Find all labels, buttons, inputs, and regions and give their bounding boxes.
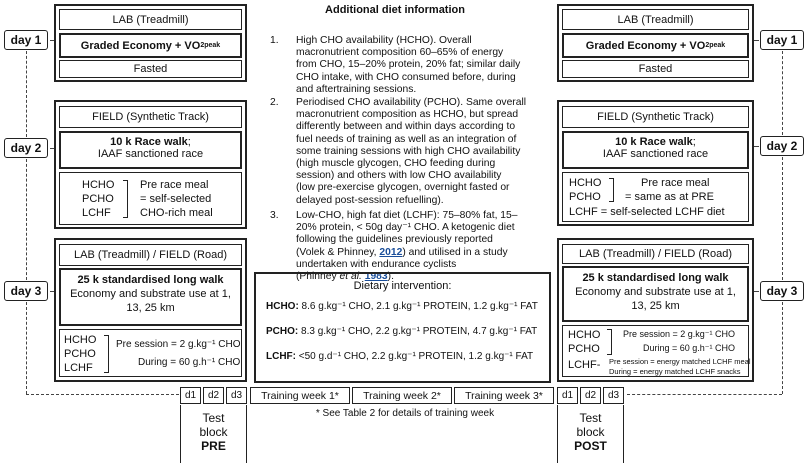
item-line: High CHO availability (HCHO). Overall: [296, 35, 472, 46]
walk-title: 25 k standardised long walk: [582, 272, 729, 284]
group-hcho: HCHO: [82, 179, 115, 191]
item-number: 2.: [270, 97, 279, 108]
diagram-title: Additional diet information: [325, 4, 465, 16]
timeline-connector: [782, 157, 783, 280]
citation-etal: et al.: [339, 271, 362, 283]
pre-day-box-d3: d3: [226, 387, 247, 404]
group-pcho: PCHO: [64, 348, 96, 360]
pre-day1-test: [59, 33, 242, 58]
item-line: session) and others with low CHO availability: [296, 170, 502, 182]
test-block-phase: PRE: [201, 439, 226, 453]
walk-detail: Economy and substrate use at 1,: [575, 286, 736, 298]
test-block-line: block: [199, 425, 228, 439]
citation-text: ).: [387, 271, 394, 283]
during-text: During = 60 g.h⁻¹ CHO: [138, 357, 241, 368]
post-day1-fasted: Fasted: [562, 60, 749, 78]
training-week-1: Training week 1*: [250, 387, 350, 404]
item-line: from CHO, 15–20% protein, 20% fat; similar daily: [296, 59, 521, 71]
post-day1-panel: [557, 4, 754, 82]
test-block-post: [557, 405, 624, 463]
dietary-intervention-panel: [254, 272, 551, 383]
post-day-box-d3: d3: [603, 387, 624, 404]
item-line: [296, 247, 518, 259]
race-suffix: ;: [187, 136, 191, 148]
meal-line: Pre race meal: [641, 177, 710, 189]
race-name: 10 k Race walk: [110, 136, 188, 148]
training-week-3: Training week 3*: [454, 387, 554, 404]
item-line: CHO intake, with CHO consumed before, during: [296, 71, 516, 83]
timeline-connector: [782, 51, 783, 135]
pre-day1-panel: [54, 4, 247, 82]
group-lchf: LCHF: [64, 362, 93, 374]
post-day1-lab-header: LAB (Treadmill): [562, 9, 749, 30]
post-day3-fuel-box: [562, 325, 749, 377]
test-subscript: 2: [705, 42, 710, 49]
brace: [609, 178, 614, 202]
group-hcho: HCHO: [64, 334, 97, 346]
during-text: During = 60 g.h⁻¹ CHO: [643, 343, 736, 353]
test-name: Graded Economy + VO: [80, 39, 201, 52]
pre-day2-race: [59, 131, 242, 169]
citation-text: (Volek & Phinney,: [296, 246, 380, 258]
day-3-label-post: day 3: [760, 281, 804, 301]
item-line: 20% protein, < 50g day⁻¹ CHO. A ketogenic diet: [296, 222, 515, 234]
item-line: delayed post-session refuelling).: [296, 194, 444, 206]
pre-day-box-d2: d2: [203, 387, 224, 404]
intervention-row-pcho: [266, 326, 537, 337]
group-hcho: HCHO: [568, 329, 601, 341]
lchf-diet-line: LCHF = self-selected LCHF diet: [569, 206, 725, 218]
meal-line: Pre race meal: [140, 179, 209, 191]
row-text: 8.6 g.kg⁻¹ CHO, 2.1 g.kg⁻¹ PROTEIN, 1.2 g.kg⁻¹ FAT: [298, 301, 538, 312]
race-detail: IAAF sanctioned race: [602, 148, 709, 160]
pre-day3-fuel-box: [59, 329, 242, 377]
intervention-row-hcho: [266, 301, 538, 312]
citation-text: (Phinney: [296, 271, 340, 283]
walk-detail: 13, 25 km: [631, 300, 680, 312]
brace: [607, 329, 612, 355]
row-label: LCHF:: [266, 351, 296, 362]
meal-line: = same as at PRE: [625, 191, 714, 203]
test-block-phase: POST: [574, 439, 607, 453]
row-text: <50 g.d⁻¹ CHO, 2.2 g.kg⁻¹ PROTEIN, 1.2 g.kg⁻¹ FAT: [296, 351, 534, 362]
day-1-label-pre: day 1: [4, 30, 48, 50]
timeline-connector: [26, 302, 27, 394]
training-week-2: Training week 2*: [352, 387, 452, 404]
item-line: (high muscle glycogen, CHO feeding during: [296, 158, 496, 170]
test-block-line: Test: [202, 411, 225, 425]
test-superscript: peak: [204, 42, 221, 49]
intervention-row-lchf: [266, 351, 533, 362]
item-line: Low-CHO, high fat diet (LCHF): 75–80% fat, 15–: [296, 210, 518, 221]
item-text: [296, 35, 520, 96]
item-line: undertaken with endurance cyclists: [296, 258, 457, 270]
group-pcho: PCHO: [82, 193, 114, 205]
meal-text: [619, 176, 714, 204]
lchf-pre-session: Pre session = energy matched LCHF meal: [609, 357, 751, 366]
citation-text: ) and utilised in a study: [402, 246, 508, 258]
item-line: Periodised CHO availability (PCHO). Same overall: [296, 97, 527, 108]
post-day-box-d2: d2: [580, 387, 601, 404]
pre-day2-panel: [54, 100, 247, 229]
row-label: PCHO:: [266, 326, 299, 337]
pre-day-box-d1: d1: [180, 387, 201, 404]
pre-session-text: Pre session = 2 g.kg⁻¹ CHO: [623, 329, 736, 339]
pre-day1-lab-header: LAB (Treadmill): [59, 9, 242, 30]
walk-detail: 13, 25 km: [126, 302, 175, 314]
day-2-label-pre: day 2: [4, 138, 48, 158]
diet-group-list: [569, 176, 601, 204]
diet-group-list: [82, 178, 114, 220]
training-footnote: * See Table 2 for details of training week: [315, 408, 495, 419]
group-pcho: PCHO: [568, 343, 600, 355]
meal-line: = self-selected: [140, 193, 212, 205]
group-hcho: HCHO: [569, 177, 602, 189]
timeline-connector: [782, 302, 783, 394]
pre-day3-header: LAB (Treadmill) / FIELD (Road): [59, 244, 242, 266]
post-day3-header: LAB (Treadmill) / FIELD (Road): [562, 244, 749, 264]
post-day2-panel: [557, 100, 754, 226]
item-line: macronutrient composition 60–65% of energy: [296, 47, 504, 59]
timeline-connector: [754, 291, 759, 292]
race-suffix: ;: [692, 136, 696, 148]
item-line: (low pre-exercise glycogen, overnight fasted or: [296, 182, 510, 194]
diet-info-list: [270, 35, 540, 283]
group-lchf: LCHF: [82, 207, 111, 219]
lchf-fuel-text: [609, 357, 751, 377]
day-2-label-post: day 2: [760, 136, 804, 156]
test-block-line: block: [576, 425, 605, 439]
item-line: and aftertraining sessions.: [296, 83, 417, 95]
timeline-connector: [26, 394, 179, 395]
pre-session-text: Pre session = 2 g.kg⁻¹ CHO: [116, 339, 241, 350]
pre-day3-walk: [59, 268, 242, 326]
group-pcho: PCHO: [569, 191, 601, 203]
test-block-pre: [180, 405, 247, 463]
post-day-box-d1: d1: [557, 387, 578, 404]
lchf-during: During = energy matched LCHF snacks: [609, 367, 741, 376]
row-label: HCHO:: [266, 301, 299, 312]
citation-link-1983[interactable]: 1983: [364, 271, 388, 283]
pre-day3-panel: [54, 238, 247, 382]
item-line: following the guidelines previously reported: [296, 234, 493, 246]
citation-link-2012[interactable]: 2012: [379, 246, 403, 258]
post-day2-meal-box: [562, 172, 749, 222]
test-block-line: Test: [579, 411, 602, 425]
post-day2-race: [562, 131, 749, 169]
timeline-connector: [627, 394, 782, 395]
diet-group-list: [568, 328, 600, 356]
meal-text: [140, 178, 213, 220]
row-text: 8.3 g.kg⁻¹ CHO, 2.2 g.kg⁻¹ PROTEIN, 4.7 g.kg⁻¹ FAT: [298, 326, 538, 337]
post-day2-field-header: FIELD (Synthetic Track): [562, 106, 749, 128]
timeline-connector: [754, 146, 759, 147]
item-line: fuel needs of training as well as an integration of: [296, 133, 517, 145]
item-number: 1.: [270, 35, 279, 46]
timeline-connector: [26, 51, 27, 137]
post-day1-test: [562, 33, 749, 58]
timeline-connector: [26, 159, 27, 280]
intervention-title: Dietary intervention:: [353, 280, 452, 292]
race-detail: IAAF sanctioned race: [97, 148, 204, 160]
item-line: macronutrient composition as HCHO, but spread: [296, 109, 519, 121]
item-line: some training sessions with high CHO availability: [296, 145, 521, 157]
item-line: differently between and within days according to: [296, 121, 516, 133]
post-day3-panel: [557, 238, 754, 382]
meal-line: CHO-rich meal: [140, 207, 213, 219]
day-1-label-post: day 1: [760, 30, 804, 50]
pre-day2-meal-box: [59, 172, 242, 225]
walk-title: 25 k standardised long walk: [77, 274, 224, 286]
item-number: 3.: [270, 210, 279, 221]
test-superscript: peak: [709, 42, 726, 49]
timeline-connector: [754, 40, 759, 41]
brace: [123, 180, 128, 218]
pre-day1-fasted: Fasted: [59, 60, 242, 78]
test-name: Graded Economy + VO: [585, 39, 706, 52]
walk-detail: Economy and substrate use at 1,: [70, 288, 231, 300]
race-name: 10 k Race walk: [615, 136, 693, 148]
diet-group-list: [64, 333, 96, 375]
group-lchf: LCHF-: [568, 359, 601, 371]
item-text: [296, 97, 526, 207]
day-3-label-pre: day 3: [4, 281, 48, 301]
test-subscript: 2: [200, 42, 205, 49]
brace: [104, 335, 109, 373]
pre-day2-field-header: FIELD (Synthetic Track): [59, 106, 242, 128]
post-day3-walk: [562, 266, 749, 322]
